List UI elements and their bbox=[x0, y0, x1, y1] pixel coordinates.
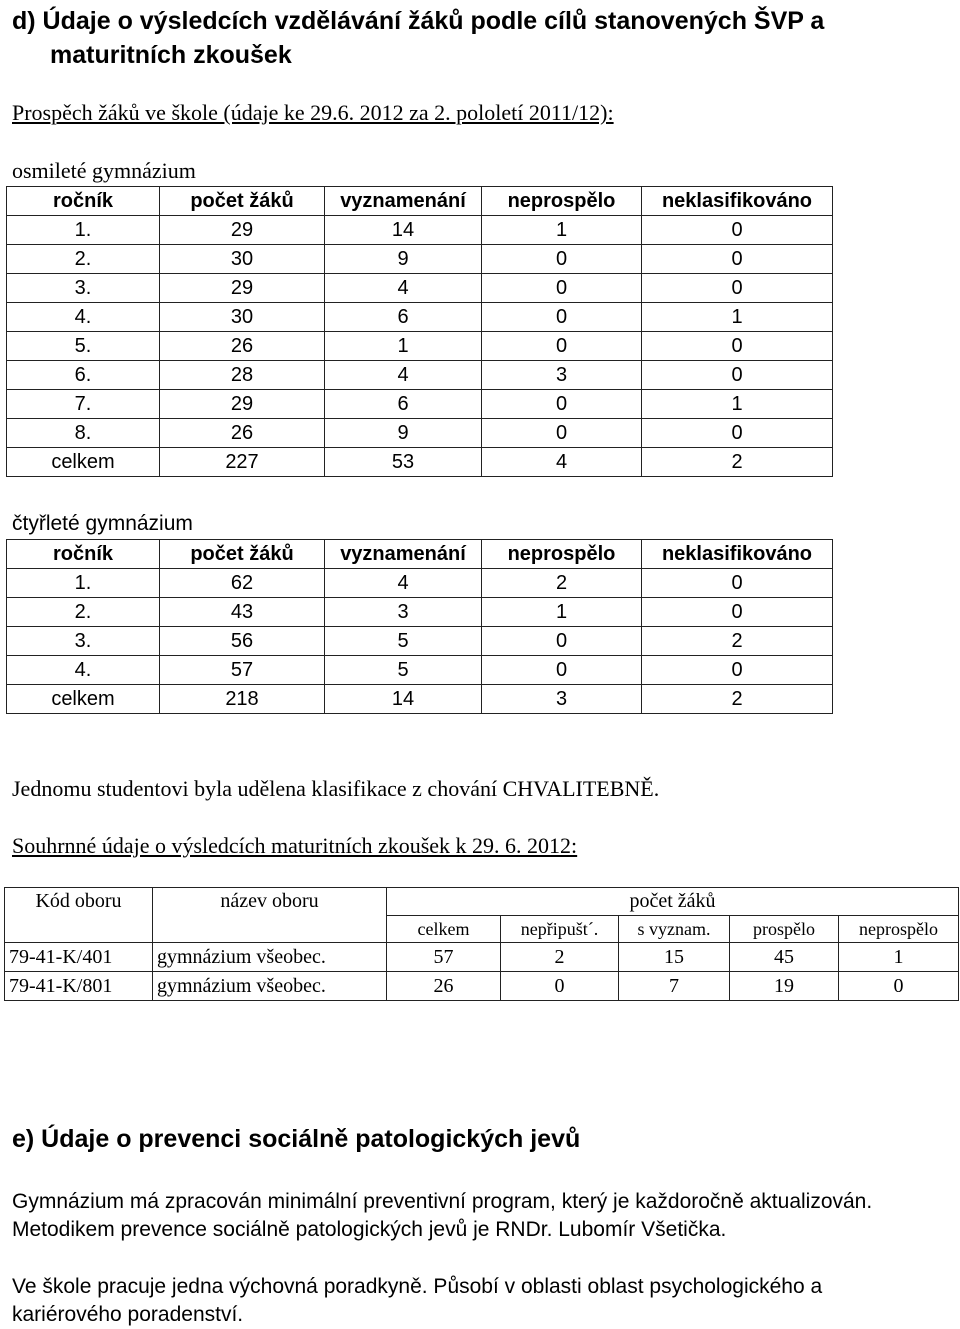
table-cell: 53 bbox=[325, 448, 482, 477]
table-cell: 0 bbox=[501, 972, 619, 1001]
section-d-heading-line2: maturitních zkoušek bbox=[50, 41, 292, 69]
table-cell: 0 bbox=[642, 656, 833, 685]
gym4-title: čtyřleté gymnázium bbox=[12, 512, 193, 535]
total-row bbox=[7, 685, 833, 714]
table-cell: 0 bbox=[642, 361, 833, 390]
table-cell: celkem bbox=[7, 448, 160, 477]
gym8-header-cell: počet žáků bbox=[160, 187, 325, 216]
gym8-header-cell: neklasifikováno bbox=[642, 187, 833, 216]
gym8-table bbox=[6, 186, 833, 477]
table-cell: 29 bbox=[160, 390, 325, 419]
maturity-table bbox=[4, 887, 959, 1001]
gym4-table bbox=[6, 539, 833, 714]
table-cell: 0 bbox=[642, 274, 833, 303]
conduct-note: Jednomu studentovi byla udělena klasifikace z chování CHVALITEBNĚ. bbox=[12, 776, 660, 801]
table-cell: 8. bbox=[7, 419, 160, 448]
table-cell: 15 bbox=[619, 943, 730, 972]
table-cell: 1. bbox=[7, 569, 160, 598]
table-cell: 4. bbox=[7, 303, 160, 332]
table-cell: 9 bbox=[325, 419, 482, 448]
table-cell: 7 bbox=[619, 972, 730, 1001]
gym4-header-cell: počet žáků bbox=[160, 540, 325, 569]
table-row bbox=[7, 656, 833, 685]
table-row bbox=[7, 361, 833, 390]
table-cell: 3 bbox=[482, 361, 642, 390]
total-row bbox=[7, 448, 833, 477]
table-cell: 2 bbox=[501, 943, 619, 972]
table-row bbox=[7, 303, 833, 332]
table-cell: 6 bbox=[325, 303, 482, 332]
section-e-heading: e) Údaje o prevenci sociálně patologických jevů bbox=[12, 1125, 581, 1153]
subheader-cell: nepřipušt´. bbox=[501, 916, 619, 943]
subheader-cell: prospělo bbox=[730, 916, 839, 943]
count-header: počet žáků bbox=[387, 888, 959, 916]
table-cell: 26 bbox=[160, 419, 325, 448]
gym8-header-row bbox=[7, 187, 833, 216]
table-cell: 3 bbox=[325, 598, 482, 627]
table-row bbox=[7, 245, 833, 274]
table-row bbox=[7, 419, 833, 448]
table-cell: 62 bbox=[160, 569, 325, 598]
table-row bbox=[7, 216, 833, 245]
maturity-header-row bbox=[5, 888, 959, 916]
table-cell: 29 bbox=[160, 216, 325, 245]
table-cell: 45 bbox=[730, 943, 839, 972]
prevention-paragraph-line2: Metodikem prevence sociálně patologických jevů je RNDr. Lubomír Všetička. bbox=[12, 1218, 727, 1241]
gym4-header-cell: vyznamenání bbox=[325, 540, 482, 569]
table-cell: 43 bbox=[160, 598, 325, 627]
gym8-header-cell: neprospělo bbox=[482, 187, 642, 216]
prevention-paragraph-line1: Gymnázium má zpracován minimální preventivní program, který je každoročně aktualizován. bbox=[12, 1190, 873, 1213]
table-cell: 0 bbox=[482, 419, 642, 448]
table-cell: 3 bbox=[482, 685, 642, 714]
table-cell: 218 bbox=[160, 685, 325, 714]
table-cell: 57 bbox=[160, 656, 325, 685]
gym8-header-cell: ročník bbox=[7, 187, 160, 216]
table-cell: 9 bbox=[325, 245, 482, 274]
table-cell: 5 bbox=[325, 656, 482, 685]
counselor-paragraph-line2: kariérového poradenství. bbox=[12, 1303, 244, 1326]
table-row bbox=[5, 972, 959, 1001]
table-cell: 0 bbox=[482, 274, 642, 303]
name-header: název oboru bbox=[153, 888, 387, 943]
table-cell: 1 bbox=[642, 390, 833, 419]
table-cell: 0 bbox=[482, 303, 642, 332]
table-cell: 4. bbox=[7, 656, 160, 685]
table-cell: 0 bbox=[482, 332, 642, 361]
table-cell: 28 bbox=[160, 361, 325, 390]
table-cell: 0 bbox=[839, 972, 959, 1001]
table-cell: 14 bbox=[325, 216, 482, 245]
table-cell: 0 bbox=[642, 332, 833, 361]
code-header: Kód oboru bbox=[5, 888, 153, 943]
table-row bbox=[7, 598, 833, 627]
table-cell: 3. bbox=[7, 627, 160, 656]
table-cell: 2 bbox=[642, 448, 833, 477]
table-cell: 5. bbox=[7, 332, 160, 361]
table-cell: gymnázium všeobec. bbox=[153, 943, 387, 972]
table-cell: 7. bbox=[7, 390, 160, 419]
table-cell: 0 bbox=[642, 419, 833, 448]
table-cell: 2. bbox=[7, 245, 160, 274]
table-cell: 79-41-K/801 bbox=[5, 972, 153, 1001]
gym4-header-cell: neprospělo bbox=[482, 540, 642, 569]
table-cell: 0 bbox=[482, 656, 642, 685]
table-cell: 0 bbox=[482, 245, 642, 274]
table-row bbox=[5, 943, 959, 972]
table-row bbox=[7, 569, 833, 598]
table-cell: 0 bbox=[642, 598, 833, 627]
table-cell: 4 bbox=[482, 448, 642, 477]
table-cell: 14 bbox=[325, 685, 482, 714]
table-cell: 30 bbox=[160, 245, 325, 274]
table-cell: 57 bbox=[387, 943, 501, 972]
gym4-header-row bbox=[7, 540, 833, 569]
table-cell: 6. bbox=[7, 361, 160, 390]
table-cell: 56 bbox=[160, 627, 325, 656]
subheader-cell: s vyznam. bbox=[619, 916, 730, 943]
table-cell: 1 bbox=[482, 216, 642, 245]
table-row bbox=[7, 332, 833, 361]
gym8-header-cell: vyznamenání bbox=[325, 187, 482, 216]
table-row bbox=[7, 627, 833, 656]
subheader-cell: neprospělo bbox=[839, 916, 959, 943]
table-cell: 30 bbox=[160, 303, 325, 332]
table-cell: 3. bbox=[7, 274, 160, 303]
table-cell: 0 bbox=[642, 245, 833, 274]
table-cell: 4 bbox=[325, 361, 482, 390]
table-cell: 1 bbox=[325, 332, 482, 361]
table-cell: 1. bbox=[7, 216, 160, 245]
table-cell: 4 bbox=[325, 569, 482, 598]
table-cell: 26 bbox=[387, 972, 501, 1001]
table-row bbox=[7, 390, 833, 419]
table-cell: 2 bbox=[482, 569, 642, 598]
table-cell: 6 bbox=[325, 390, 482, 419]
table-cell: 1 bbox=[482, 598, 642, 627]
table-cell: 0 bbox=[642, 569, 833, 598]
table-cell: 4 bbox=[325, 274, 482, 303]
table-cell: 29 bbox=[160, 274, 325, 303]
table-row bbox=[7, 274, 833, 303]
table-cell: 1 bbox=[642, 303, 833, 332]
table-cell: 0 bbox=[482, 390, 642, 419]
table-cell: 79-41-K/401 bbox=[5, 943, 153, 972]
table-cell: 0 bbox=[482, 627, 642, 656]
results-subtitle: Prospěch žáků ve škole (údaje ke 29.6. 2012 za 2. pololetí 2011/12): bbox=[12, 100, 614, 125]
table-cell: gymnázium všeobec. bbox=[153, 972, 387, 1001]
table-cell: 19 bbox=[730, 972, 839, 1001]
table-cell: 5 bbox=[325, 627, 482, 656]
table-cell: 0 bbox=[642, 216, 833, 245]
subheader-cell: celkem bbox=[387, 916, 501, 943]
gym8-title: osmileté gymnázium bbox=[12, 158, 196, 183]
gym4-header-cell: ročník bbox=[7, 540, 160, 569]
maturity-title: Souhrnné údaje o výsledcích maturitních zkoušek k 29. 6. 2012: bbox=[12, 833, 578, 858]
table-cell: 2. bbox=[7, 598, 160, 627]
table-cell: 1 bbox=[839, 943, 959, 972]
table-cell: 26 bbox=[160, 332, 325, 361]
table-cell: 2 bbox=[642, 685, 833, 714]
gym4-header-cell: neklasifikováno bbox=[642, 540, 833, 569]
counselor-paragraph-line1: Ve škole pracuje jedna výchovná poradkyně. Působí v oblasti oblast psychologického a bbox=[12, 1275, 823, 1298]
table-cell: celkem bbox=[7, 685, 160, 714]
table-cell: 2 bbox=[642, 627, 833, 656]
section-d-heading-line1: d) Údaje o výsledcích vzdělávání žáků podle cílů stanovených ŠVP a bbox=[12, 7, 825, 35]
table-cell: 227 bbox=[160, 448, 325, 477]
